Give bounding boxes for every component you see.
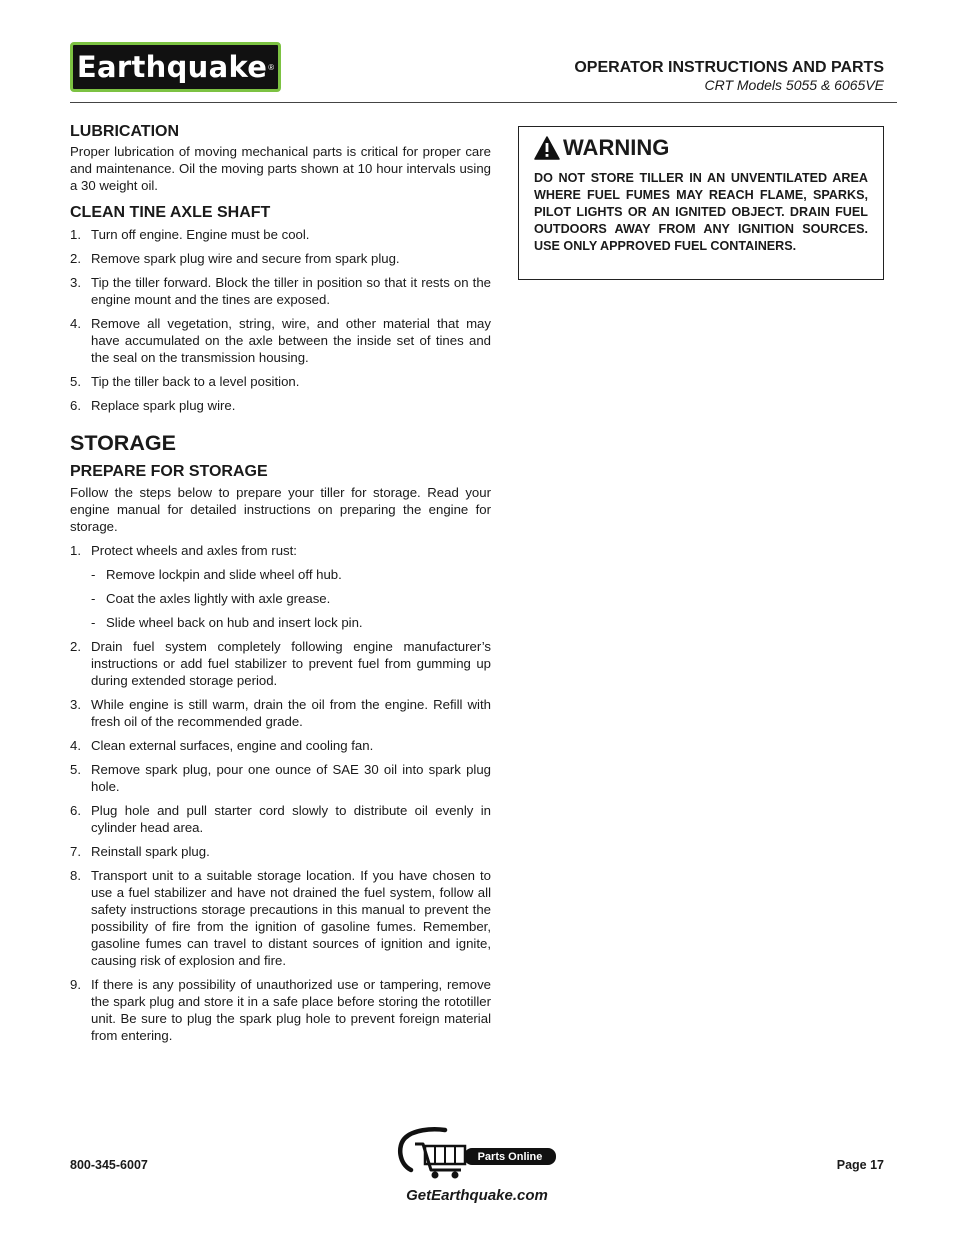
earthquake-logo [70,42,281,92]
list-item: 8. Transport unit to a suitable storage location. If you have chosen to use a fuel stabilizer and have not drained the fuel system, follow all safety instructions storage precautions in this manual to prevent the possibility of fire from the ignition of gasoline fumes. Remember, gasoline fumes can travel to distant sources of ignition and ignite, causing risk of explosion and fire. [70,868,491,968]
document-title: OPERATOR INSTRUCTIONS AND PARTS [574,59,884,76]
lubrication-heading: LUBRICATION [70,123,180,140]
clean-axle-steps [70,226,491,414]
storage-steps-continued [70,638,491,1044]
list-item: 7. Reinstall spark plug. [70,844,210,859]
list-item: 6. Plug hole and pull starter cord slowly to distribute oil evenly in cylinder head area. [70,803,491,835]
list-item: 1. Turn off engine. Engine must be cool. [70,227,310,242]
list-item: 5. Remove spark plug, pour one ounce of SAE 30 oil into spark plug hole. [70,762,491,794]
warning-triangle-icon [534,136,560,160]
warning-header [534,135,868,161]
logo-text: Earthquake [76,50,268,84]
storage-heading: STORAGE [70,431,176,455]
website-url: GetEarthquake.com [406,1187,548,1204]
list-item: 3. Tip the tiller forward. Block the tiller in position so that it rests on the engine mount and the tines are exposed. [70,275,491,307]
document-title-block [574,58,884,94]
header-divider [70,102,897,103]
list-item: 4. Remove all vegetation, string, wire, and other material that may have accumulated on the axle between the inside set of tines and the seal on the transmission housing. [70,316,491,365]
warning-title: WARNING [563,135,670,160]
list-item: - Coat the axles lightly with axle grease. [91,591,331,606]
page-number: Page 17 [836,1158,884,1172]
list-item: 2. Drain fuel system completely following engine manufacturer’s instructions or add fuel stabilizer to prevent fuel from gumming up during extended storage period. [70,639,491,688]
list-item: - Slide wheel back on hub and insert lock pin. [91,615,363,630]
storage-substeps [70,566,491,631]
storage-steps [70,542,491,559]
list-item: - Remove lockpin and slide wheel off hub. [91,567,342,582]
list-item: 9. If there is any possibility of unauthorized use or tampering, remove the spark plug and store it in a safe place before storing the rototiller unit. Be sure to plug the spark plug hole to prevent foreign material from entering. [70,977,491,1043]
list-item: 2. Remove spark plug wire and secure from spark plug. [70,251,400,266]
warning-box [518,126,884,280]
list-item: 5. Tip the tiller back to a level position. [70,374,300,389]
storage-intro: Follow the steps below to prepare your tiller for storage. Read your engine manual for detailed instructions on preparing the engine for storage. [70,485,491,534]
prepare-storage-heading: PREPARE FOR STORAGE [70,463,268,480]
logo-registered-mark: ® [268,62,275,72]
parts-online-badge: Parts Online [464,1148,556,1165]
footer-phone: 800-345-6007 [70,1158,148,1172]
list-item: 6. Replace spark plug wire. [70,398,236,413]
list-item: 4. Clean external surfaces, engine and cooling fan. [70,738,374,753]
clean-axle-heading: CLEAN TINE AXLE SHAFT [70,204,271,221]
left-column [70,122,491,1051]
list-item: 3. While engine is still warm, drain the oil from the engine. Refill with fresh oil of the recommended grade. [70,697,491,729]
list-item: 1. Protect wheels and axles from rust: [70,543,297,558]
warning-text: DO NOT STORE TILLER IN AN UNVENTILATED AREA WHERE FUEL FUMES MAY REACH FLAME, SPARKS, PILOT LIGHTS OR AN IGNITED OBJECT. DRAIN FUEL OUTDOORS AWAY FROM ANY IGNITION SOURCES. USE ONLY APPROVED FUEL CONTAINERS. [534,171,868,253]
lubrication-text: Proper lubrication of moving mechanical parts is critical for proper care and maintenance. Oil the moving parts shown at 10 hour intervals using a 30 weight oil. [70,144,491,193]
document-subtitle: CRT Models 5055 & 6065VE [704,77,884,93]
